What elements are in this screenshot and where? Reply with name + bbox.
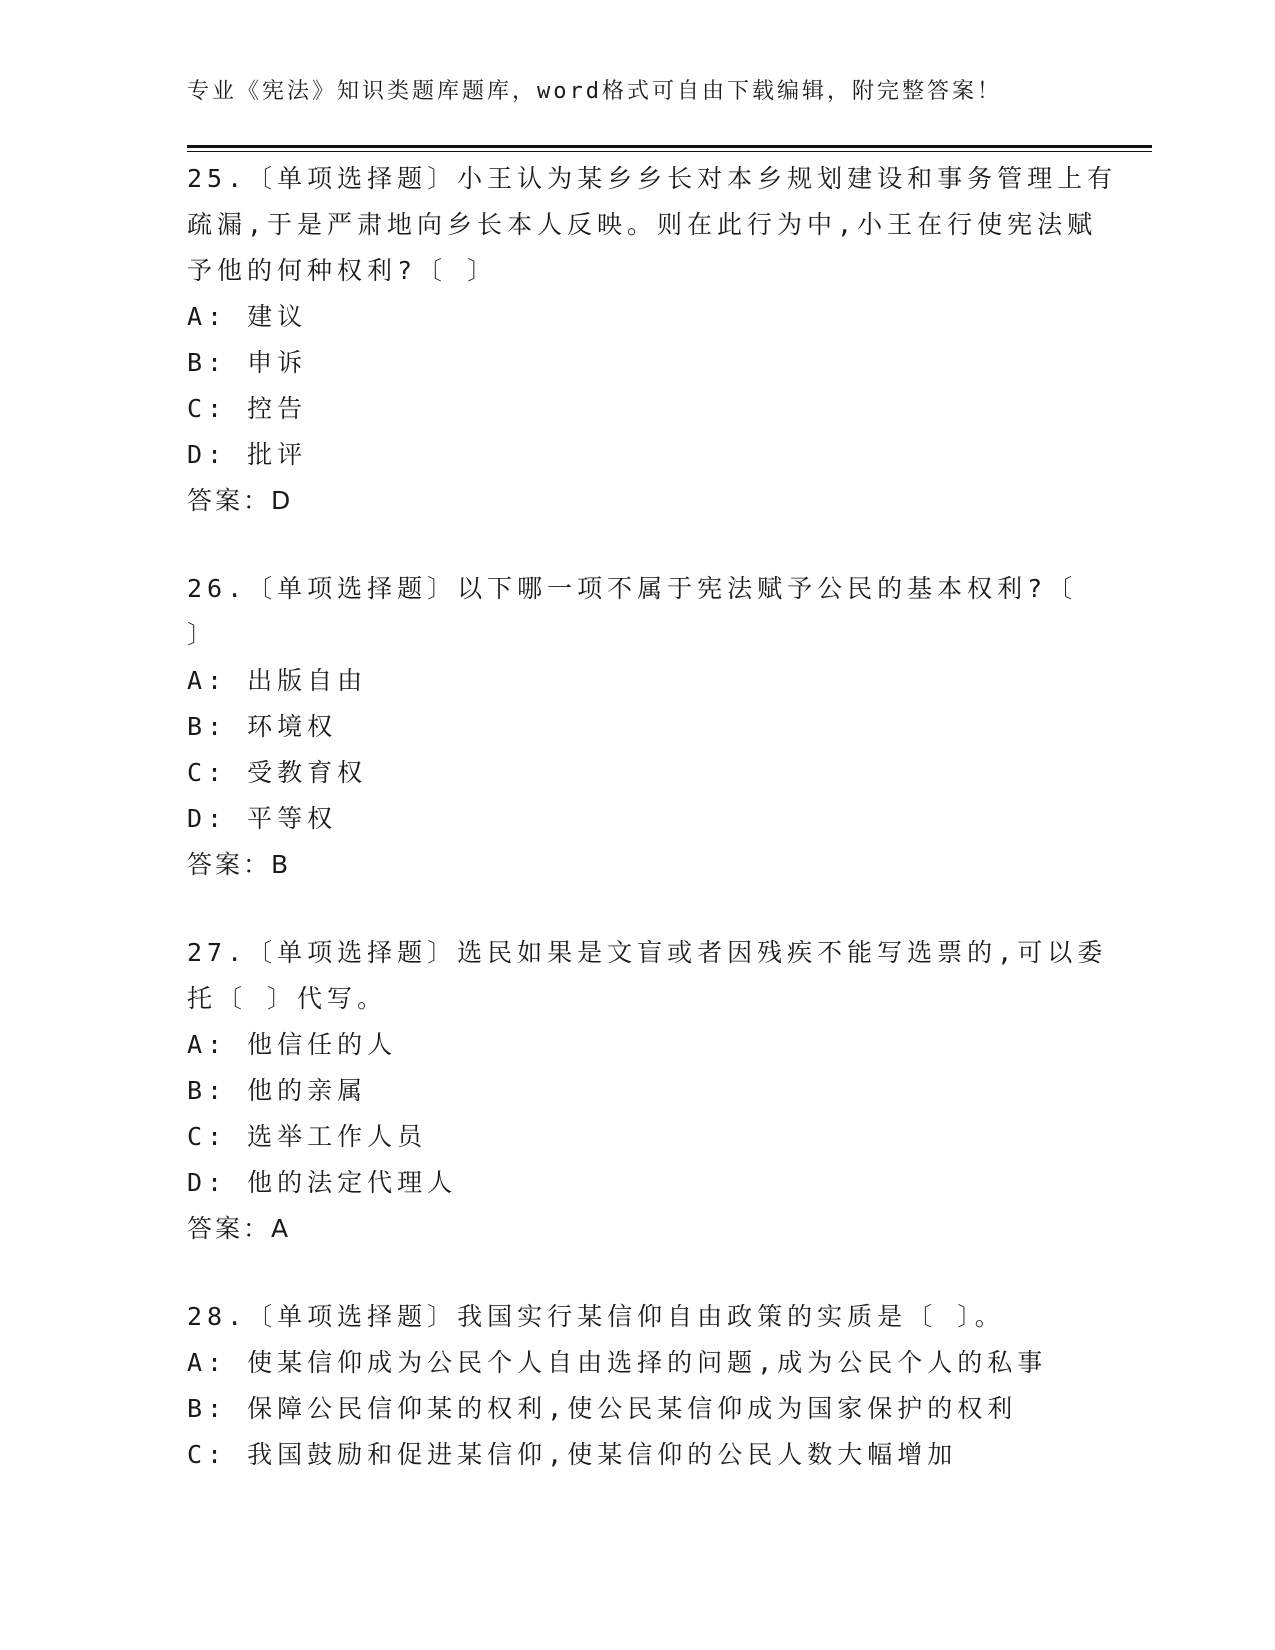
- option-c: C: 我国鼓励和促进某信仰,使某信仰的公民人数大幅增加: [187, 1440, 958, 1469]
- question-25: [187, 156, 1118, 524]
- question-26: [187, 566, 1087, 888]
- option-d: D: 平等权: [187, 804, 338, 833]
- option-c: C: 受教育权: [187, 758, 368, 787]
- option-d: D: 批评: [187, 440, 308, 469]
- option-b: B: 他的亲属: [187, 1076, 368, 1105]
- question-text-line: 25.〔单项选择题〕小王认为某乡乡长对本乡规划建设和事务管理上有: [187, 164, 1118, 193]
- answer: 答案：A: [187, 1214, 292, 1243]
- option-d: D: 他的法定代理人: [187, 1168, 458, 1197]
- answer: 答案：B: [187, 850, 292, 879]
- option-c: C: 选举工作人员: [187, 1122, 428, 1151]
- question-text-line: 28.〔单项选择题〕我国实行某信仰自由政策的实质是〔 〕。: [187, 1302, 1005, 1331]
- document-header: 专业《宪法》知识类题库题库，word格式可自由下载编辑，附完整答案！: [187, 79, 1002, 104]
- option-b: B: 环境权: [187, 712, 338, 741]
- option-b: B: 保障公民信仰某的权利,使公民某信仰成为国家保护的权利: [187, 1394, 1018, 1423]
- option-c: C: 控告: [187, 394, 308, 423]
- answer: 答案：D: [187, 486, 294, 515]
- question-28: [187, 1294, 1087, 1478]
- option-a: A: 他信任的人: [187, 1030, 398, 1059]
- question-27: [187, 930, 1108, 1252]
- question-text-line: 27.〔单项选择题〕选民如果是文盲或者因残疾不能写选票的,可以委: [187, 938, 1108, 967]
- option-a: A: 建议: [187, 302, 308, 331]
- option-b: B: 申诉: [187, 348, 308, 377]
- question-text-line: 〕: [187, 620, 218, 649]
- header-divider: [187, 145, 1152, 152]
- option-a: A: 使某信仰成为公民个人自由选择的问题,成为公民个人的私事: [187, 1348, 1048, 1377]
- question-text-line: 予他的何种权利?〔 〕: [187, 256, 498, 285]
- question-text-line: 26.〔单项选择题〕以下哪一项不属于宪法赋予公民的基本权利?〔: [187, 574, 1078, 603]
- question-text-line: 疏漏,于是严肃地向乡长本人反映。则在此行为中,小王在行使宪法赋: [187, 210, 1098, 239]
- question-text-line: 托〔 〕代写。: [187, 984, 388, 1013]
- option-a: A: 出版自由: [187, 666, 368, 695]
